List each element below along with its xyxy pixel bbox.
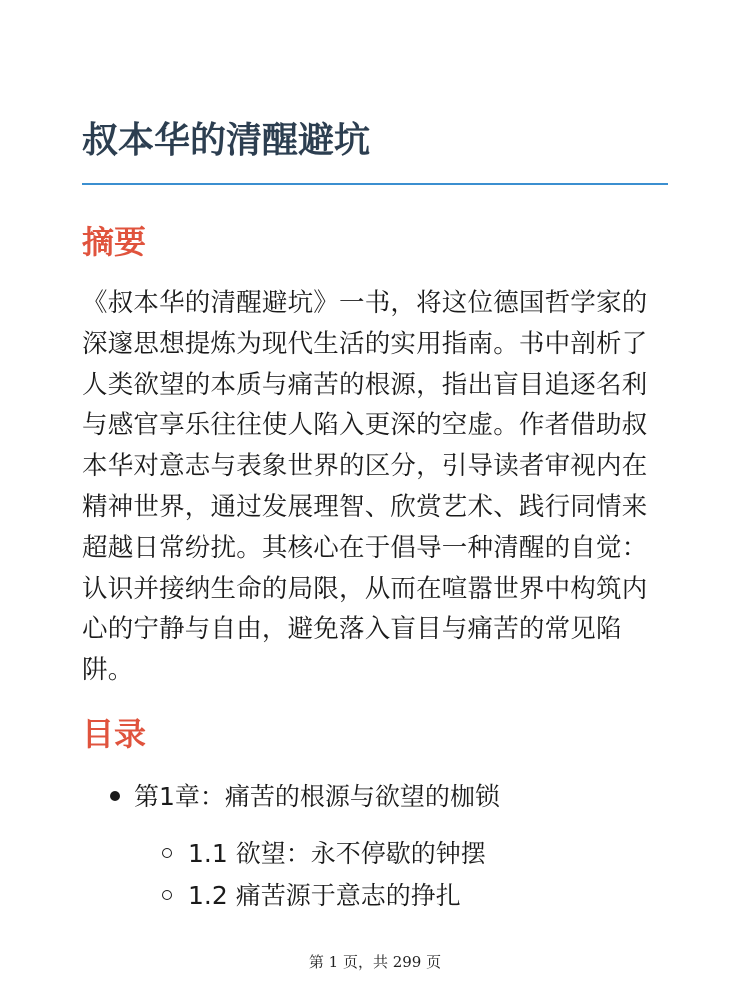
- bullet-disc-icon: [110, 791, 120, 801]
- page-footer: 第 1 页，共 299 页: [308, 953, 442, 971]
- bullet-circle-icon: [162, 848, 172, 858]
- toc-chapter-1[interactable]: [110, 781, 500, 813]
- toc-section-1-2[interactable]: [162, 880, 461, 912]
- abstract-paragraph: 《叔本华的清醒避坑》一书，将这位德国哲学家的深邃思想提炼为现代生活的实用指南。书中剖析了人类欲望的本质与痛苦的根源，指出盲目追逐名利与感官享乐往往使人陷入更深的空虚。作者借助叔本华对意志与表象世界的区分，引导读者审视内在精神世界，通过发展理智、欣赏艺术、践行同情来超越日常纷扰。其核心在于倡导一种清醒的自觉：认识并接纳生命的局限，从而在喧嚣世界中构筑内心的宁静与自由，避免落入盲目与痛苦的常见陷阱。: [82, 288, 648, 686]
- toc-section-1-1[interactable]: [162, 838, 486, 870]
- bullet-circle-icon: [162, 890, 172, 900]
- toc-chapter-1-label: 第1章：痛苦的根源与欲望的枷锁: [134, 782, 500, 811]
- toc-heading: 目录: [82, 715, 147, 753]
- title-divider: [82, 183, 668, 185]
- toc-section-1-2-label: 1.2 痛苦源于意志的挣扎: [188, 881, 461, 910]
- abstract-heading: 摘要: [82, 223, 147, 261]
- document-title: 叔本华的清醒避坑: [82, 120, 371, 161]
- toc-section-1-1-label: 1.1 欲望：永不停歇的钟摆: [188, 839, 486, 868]
